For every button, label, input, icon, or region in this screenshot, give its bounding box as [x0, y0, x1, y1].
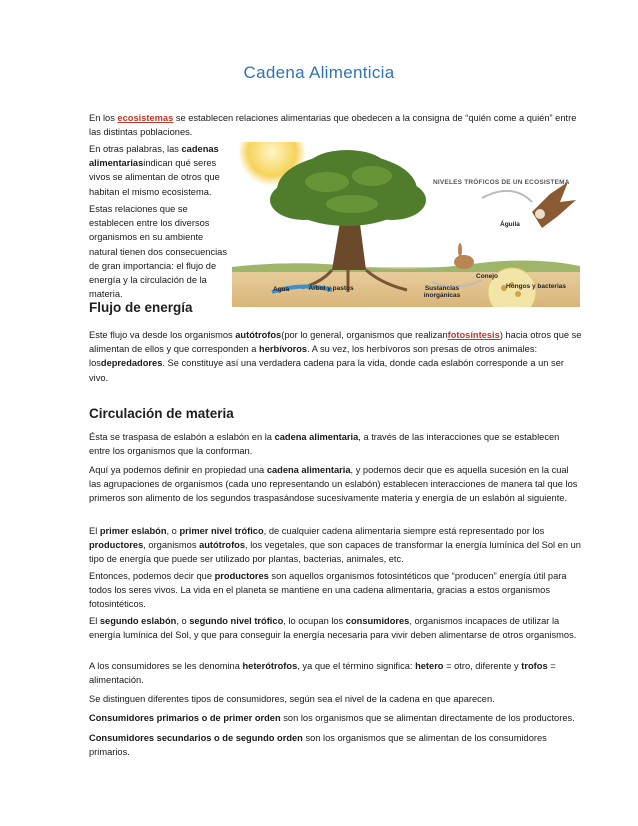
text: son los organismos que se alimentan de los consumidores primarios. [89, 733, 547, 758]
label-hongos: Hongos y bacterias [506, 283, 566, 290]
bold-term: segundo eslabón [99, 616, 177, 626]
text: = alimentación. [89, 661, 556, 686]
text: A los consumidores se les denomina [89, 661, 243, 671]
text: Ésta se traspasa de eslabón a eslabón en la [89, 432, 275, 442]
text: Este flujo va desde los organismos [89, 330, 236, 340]
text: , de cualquier cadena alimentaria siempre está representado por los [263, 526, 545, 536]
text: son aquellos organismos fotosintéticos que “producen” energía útil para todos los seres vivos. La vida en el planeta se mantiene en una cadena alimentaria, gracias a estos organismos fotosintéticos. [89, 571, 567, 610]
ecosistemas-link[interactable]: ecosistemas [117, 113, 174, 123]
intro-paragraph-3: Estas relaciones que se establecen entre los diversos organismos en su ambiente natural tienen dos consecuencias de gran importancia: el flujo de energía y la circulación de la materia. [89, 204, 227, 300]
circulacion-paragraph-3 [89, 524, 583, 567]
bold-term: depredadores [100, 358, 163, 369]
text: , lo ocupan los [283, 616, 346, 626]
text: , a través de las interacciones que se establecen entre los organismos que la conforman. [89, 432, 560, 457]
label-agua: Agua [273, 286, 290, 293]
intro-paragraph-1 [89, 111, 583, 139]
text: En los [89, 113, 118, 123]
heading-circulacion: Circulación de materia [89, 406, 234, 421]
bold-term: cadenas alimentarias [89, 144, 219, 169]
bold-term: Consumidores secundarios o de segundo orden [89, 733, 303, 743]
bold-term: primer nivel trófico [179, 526, 264, 536]
bold-term: autótrofos [235, 330, 282, 340]
circulacion-paragraph-7: Se distinguen diferentes tipos de consumidores, según sea el nivel de la cadena en que aparecen. [89, 694, 495, 704]
page-title: Cadena Alimenticia [243, 63, 395, 82]
text: = otro, diferente y [443, 661, 522, 671]
circulacion-paragraph-2 [89, 463, 583, 506]
text: Aquí ya podemos definir en propiedad una [89, 465, 267, 475]
circulacion-paragraph-5 [89, 614, 583, 642]
bold-term: cadena alimentaria [274, 432, 359, 442]
intro-paragraph-2 [89, 142, 229, 199]
text: , o [166, 526, 180, 536]
text: , organismos [143, 540, 200, 551]
text: En otras palabras, las [89, 144, 182, 154]
circulacion-paragraph-4 [89, 569, 583, 612]
figure-title: NIVELES TRÓFICOS DE UN ECOSISTEMA [433, 179, 570, 186]
bold-term: primer eslabón [99, 526, 167, 536]
label-conejo: Conejo [476, 273, 499, 280]
label-aguila: Águila [500, 221, 520, 228]
bold-term: cadena alimentaria [266, 465, 351, 475]
bold-term: consumidores [345, 616, 410, 626]
flujo-paragraph [89, 328, 583, 385]
text: . A su vez, los herbívoros son presas de otros animales: los [89, 344, 538, 369]
circulacion-paragraph-8 [89, 711, 583, 725]
bold-term: Consumidores primarios o de primer orden [89, 713, 281, 723]
text: son los organismos que se alimentan directamente de los productores. [280, 713, 575, 723]
bold-term: herbívoros [259, 344, 308, 355]
text: , los vegetales, que son capaces de transformar la energía lumínica del Sol en un tipo de energía que puede ser utilizado por plantas, bacterias, animales, etc. [89, 540, 581, 565]
bold-term: hetero [415, 661, 444, 671]
label-sustancias: Sustancias inorgánicas [423, 285, 461, 299]
circulacion-paragraph-9 [89, 731, 583, 759]
circulacion-paragraph-6 [89, 659, 583, 687]
circulacion-paragraph-1 [89, 430, 583, 458]
bold-term: trofos [521, 661, 548, 671]
text: , y podemos decir que es aquella sucesión en la cual las agrupaciones de organismos (cada uno representando un eslabón) establecen interacciones de manera tal que los primeros son alimento de los segundos traspasándose sucesivamente materia y energía de un eslabón al siguiente. [89, 465, 578, 504]
fotosintesis-link[interactable]: fotosíntesis [447, 330, 500, 340]
text: , o [176, 616, 190, 626]
text: (por lo general, organismos que realizan [281, 330, 448, 340]
text: , ya que el término significa: [297, 661, 416, 671]
bold-term: segundo nivel trófico [189, 616, 284, 626]
bold-term: heterótrofos [242, 661, 298, 671]
bold-term: productores [214, 571, 269, 581]
text: El [89, 616, 100, 626]
bold-term: autótrofos [199, 540, 246, 551]
text: . Se constituye así una verdadera cadena para la vida, donde cada eslabón corresponde a un ser vivo. [89, 358, 564, 383]
text: ) hacia otros que se alimentan de ellos y que corresponden a [89, 330, 582, 355]
text: indican qué seres vivos se alimentan de otros que habitan el mismo ecosistema. [89, 158, 220, 197]
bold-term: productores [89, 540, 144, 551]
heading-flujo: Flujo de energía [89, 300, 193, 315]
label-arbol: Árbol y pastos [308, 285, 354, 292]
trophic-levels-figure [232, 142, 580, 307]
text: El [89, 526, 100, 536]
text: se establecen relaciones alimentarias que obedecen a la consigna de “quién come a quién” entre las distintas poblaciones. [89, 113, 577, 138]
text: Entonces, podemos decir que [89, 571, 215, 581]
text: , organismos incapaces de utilizar la energía lumínica del Sol, y que para conseguir la energía necesaria para vivir deben alimentarse de otros organismos. [89, 616, 577, 641]
